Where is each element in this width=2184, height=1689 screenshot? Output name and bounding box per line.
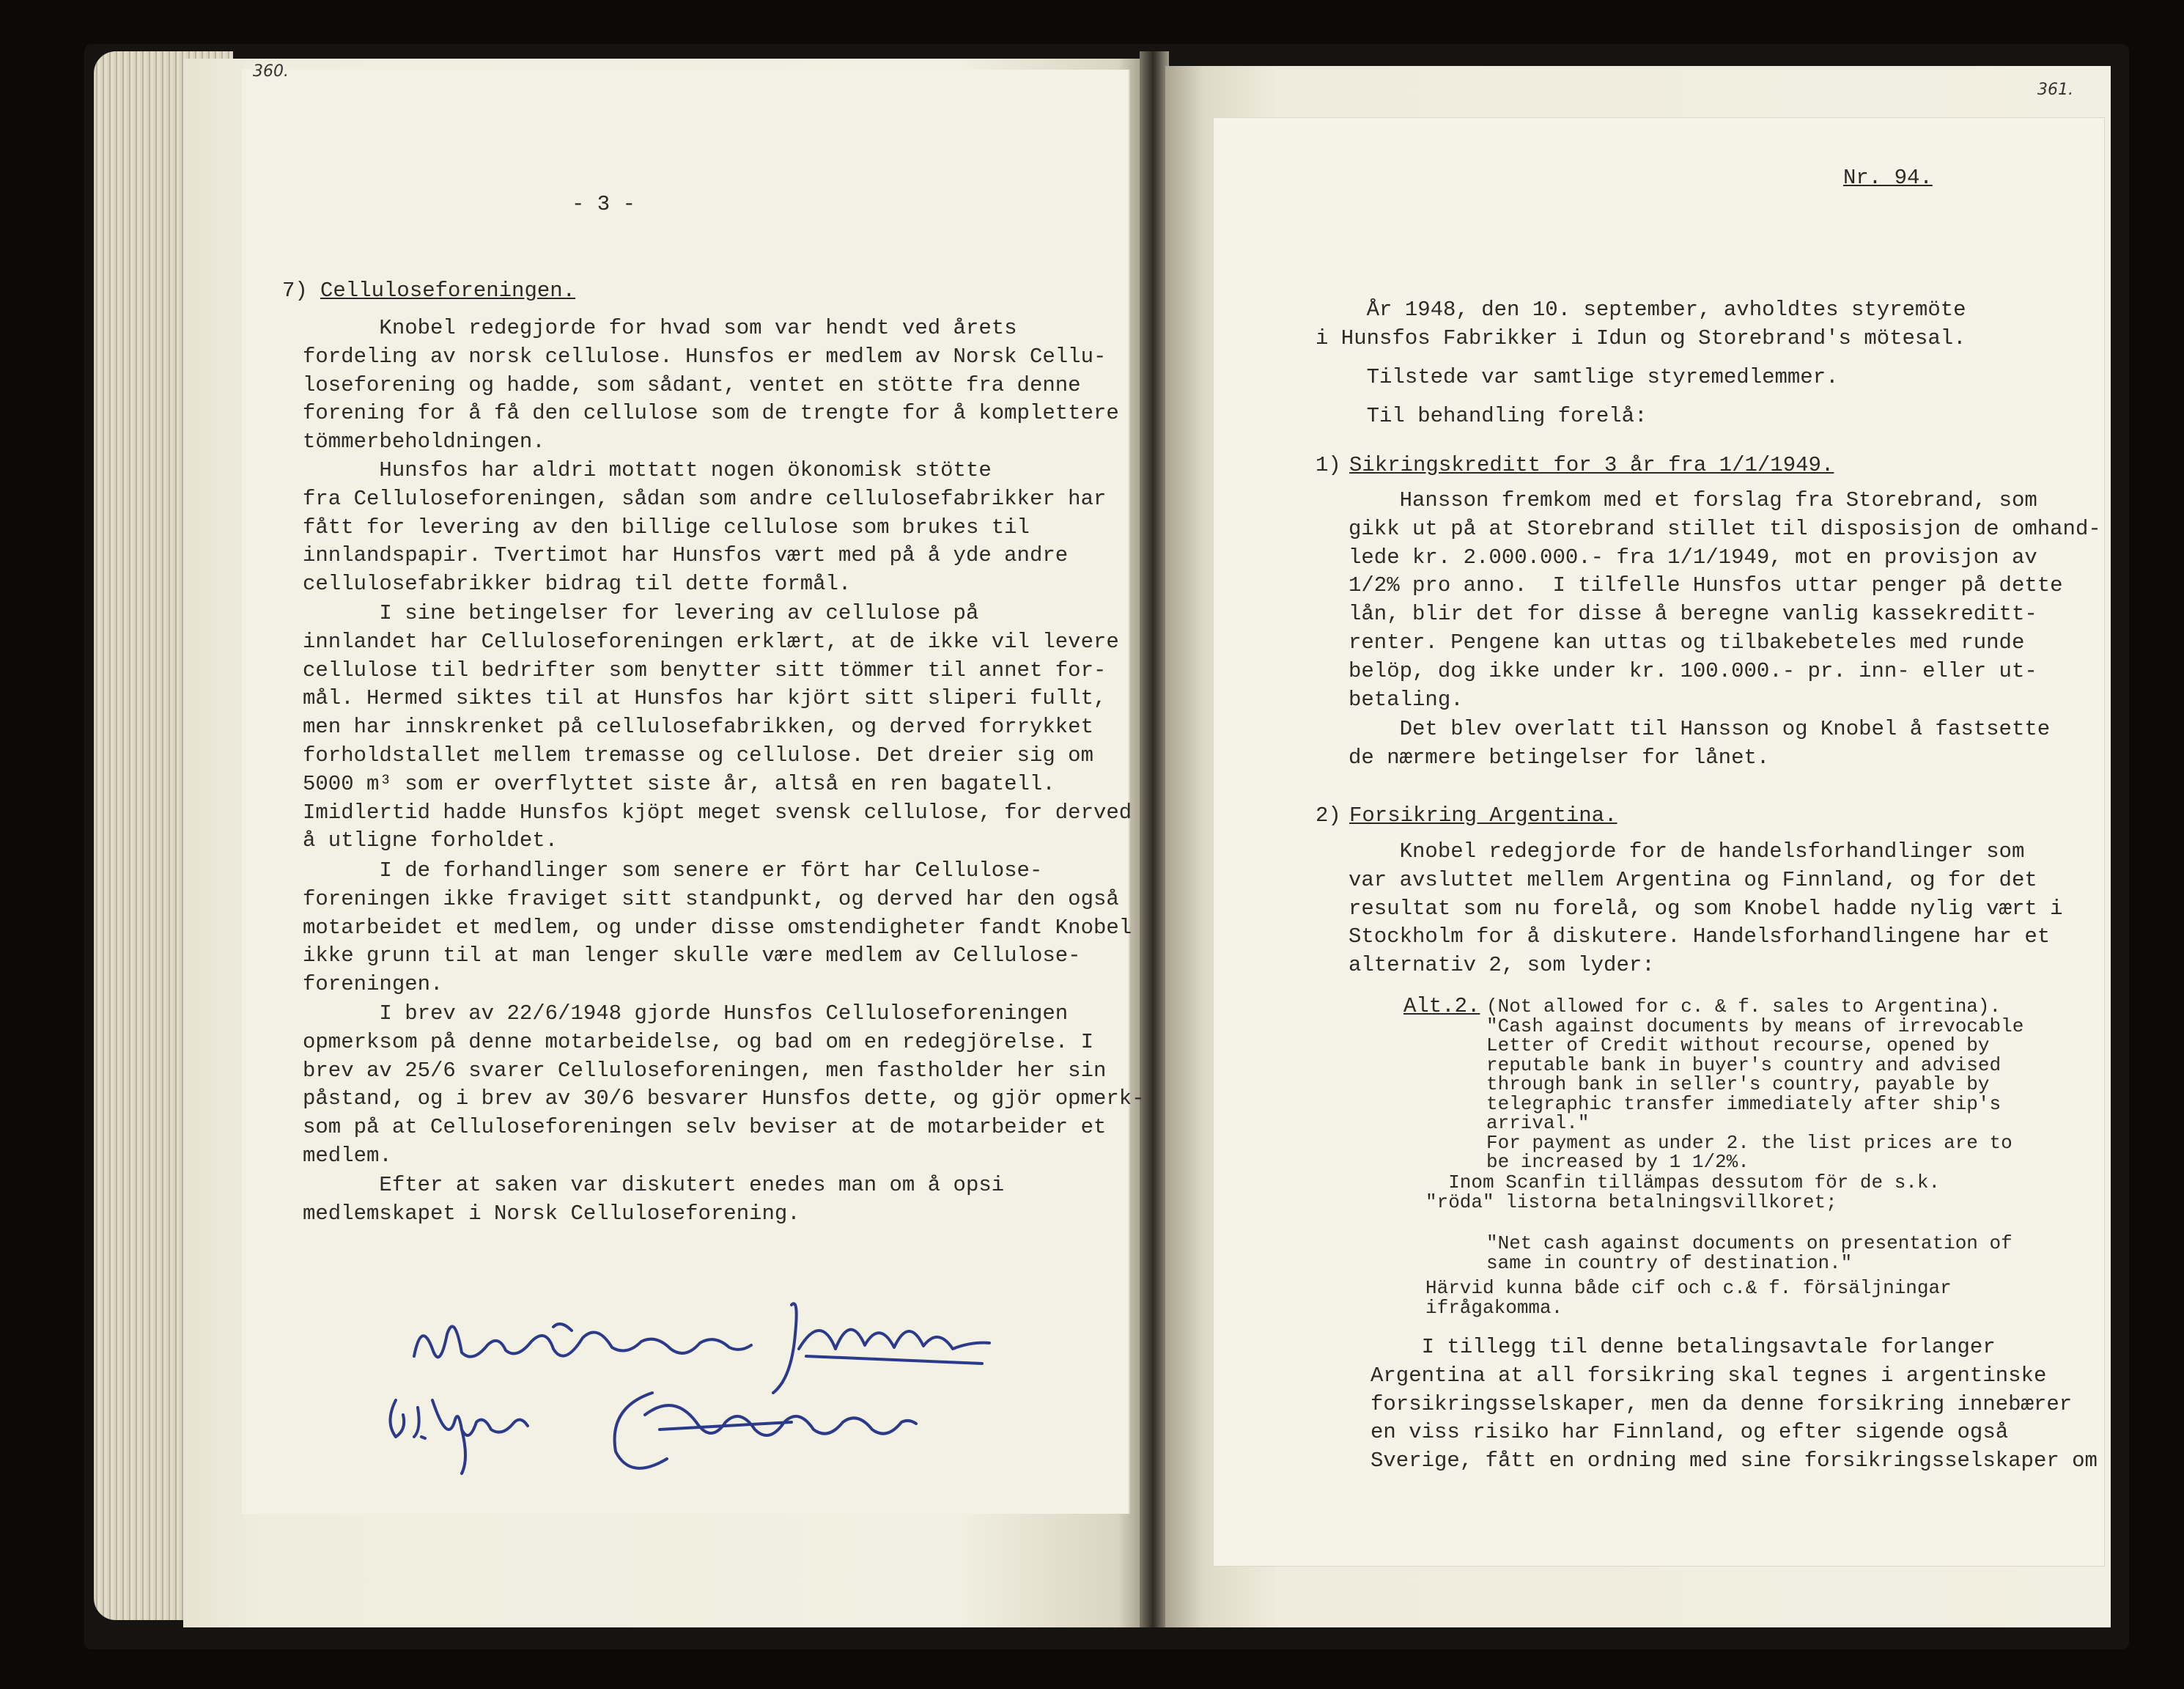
left-folio-number: 360. [253, 62, 289, 81]
attendance-line: Tilstede var samtlige styremedlemmer. [1316, 365, 1839, 389]
left-paragraph-4: I de forhandlinger som senere er fört har Cellulose- foreningen ikke fraviget sitt standpunkt, og derved har den også motarbeidet et medlem, og under disse omstendigheter fandt Knobel ikke grunn til at man lenger skulle være medlem av Cellulose- foreningen. [303, 858, 1132, 997]
section-7-number: 7) [282, 279, 308, 303]
item-1-number: 1) [1316, 453, 1341, 477]
item-1-paragraph-1: Hansson fremkom med et forslag fra Storebrand, som gikk ut på at Storebrand stillet til disposisjon de omhand- lede kr. 2.000.000.- fra 1/1/1949, mot en provisjon av 1/2% pro anno. I tilfelle Hunsfos uttar penger på dette lån, blir det for disse å beregne vanlig kassekreditt- renter. Pengene kan uttas og tilbakebeteles med runde belöp, dog ikke under kr. 100.000.- pr. inn- eller ut- betaling. [1349, 488, 2101, 712]
signature-g-a-wellington [381, 1378, 535, 1481]
signature-c-brath-hansen [601, 1378, 923, 1488]
minutes-number: Nr. 94. [1843, 166, 1933, 190]
scanfin-condition: Inom Scanfin tillämpas dessutom för de s.k. "röda" listorna betalningsvillkoret; [1425, 1171, 1941, 1213]
left-page-number: - 3 - [572, 192, 636, 216]
cif-sales-note: Härvid kunna både cif och c.& f. försäljningar ifrågakomma. [1425, 1277, 1952, 1319]
alternative-2-text: (Not allowed for c. & f. sales to Argentina). "Cash against documents by means of irrevocable Letter of Credit without recourse, opened by reputable bank in buyer's country and advised through bank in seller's country, payable by telegraphic transfer immediately after ship's arrival." For payment as under 2. the list prices are to be increased by 1 1/2%. [1486, 996, 2024, 1173]
left-paragraph-1: Knobel redegjorde for hvad som var hendt ved årets fordeling av norsk cellulose. Hunsfos er medlem av Norsk Cellu- loseforening og hadde, som sådant, ventet en stötte fra denne forening for å få den cellulose som de trengte for å komplettere tömmerbeholdningen. [303, 316, 1119, 455]
left-paragraph-2: Hunsfos har aldri mottatt nogen ökonomisk stötte fra Celluloseforeningen, sådan som andre cellulosefabrikker har fått for levering av den billige cellulose som brukes til innlandspapir. Tvertimot har Hunsfos vært med på å yde andre cellulosefabrikker bidrag til dette formål. [303, 458, 1107, 597]
item-2-number: 2) [1316, 803, 1341, 828]
meeting-intro: År 1948, den 10. september, avholdtes styremöte i Hunsfos Fabrikker i Idun og Storebrand's mötesal. [1316, 298, 1966, 350]
book-gutter [1140, 51, 1169, 1627]
alternative-2-label: Alt.2. [1403, 994, 1480, 1018]
item-1-paragraph-2: Det blev overlatt til Hansson og Knobel å fastsette de nærmere betingelser for lånet. [1349, 717, 2051, 770]
left-paragraph-6: Efter at saken var diskutert enedes man om å opsi medlemskapet i Norsk Celluloseforening. [303, 1173, 1005, 1226]
net-cash-quote: "Net cash against documents on presentation of same in country of destination." [1486, 1232, 2013, 1274]
signature-magnus-christiansen [407, 1305, 759, 1386]
left-paragraph-5: I brev av 22/6/1948 gjorde Hunsfos Celluloseforeningen opmerksom på denne motarbeidelse, og bad om en redegjörelse. I brev av 25/6 svarer Celluloseforeningen, men fastholder her sin påstand, og i brev av 30/6 besvarer Hunsfos dette, og gjör opmerk- som på at Celluloseforeningen selv beviser at de motarbeider et medlem. [303, 1001, 1145, 1168]
left-paragraph-3: I sine betingelser for levering av cellulose på innlandet har Celluloseforeningen erklært, at de ikke vil levere cellulose til bedrifter som benytter sitt tömmer til annet for- mål. Hermed siktes til at Hunsfos har kjört sitt sliperi fullt, men har innskrenket på cellulosefabrikken, og derved forrykket forholdstallet mellem tremasse og cellulose. Det dreier sig om 5000 m³ som er overflyttet siste år, altså en ren bagatell. Imidlertid hadde Hunsfos kjöpt meget svensk cellulose, for derved å utligne forholdet. [303, 601, 1132, 853]
item-2-paragraph-1: Knobel redegjorde for de handelsforhandlinger som var avsluttet mellem Argentina og Finnland, og for det resultat som nu forelå, og som Knobel hadde nylig vært i Stockholm for å diskutere. Handelsforhandlingene har et alternativ 2, som lyder: [1349, 839, 2063, 978]
item-2-closing-paragraph: I tillegg til denne betalingsavtale forlanger Argentina at all forsikring skal tegnes i argentinske forsikringsselskaper, men da denne forsikring innebærer en viss risiko har Finnland, og efter sigende også Sverige, fått en ordning med sine forsikringsselskaper om [1370, 1335, 2098, 1473]
section-7-title: Celluloseforeningen. [320, 279, 576, 303]
item-2-title: Forsikring Argentina. [1349, 803, 1617, 828]
item-1-title: Sikringskreditt for 3 år fra 1/1/1949. [1349, 453, 1834, 477]
right-folio-number: 361. [2037, 81, 2073, 99]
agenda-line: Til behandling forelå: [1316, 404, 1648, 428]
